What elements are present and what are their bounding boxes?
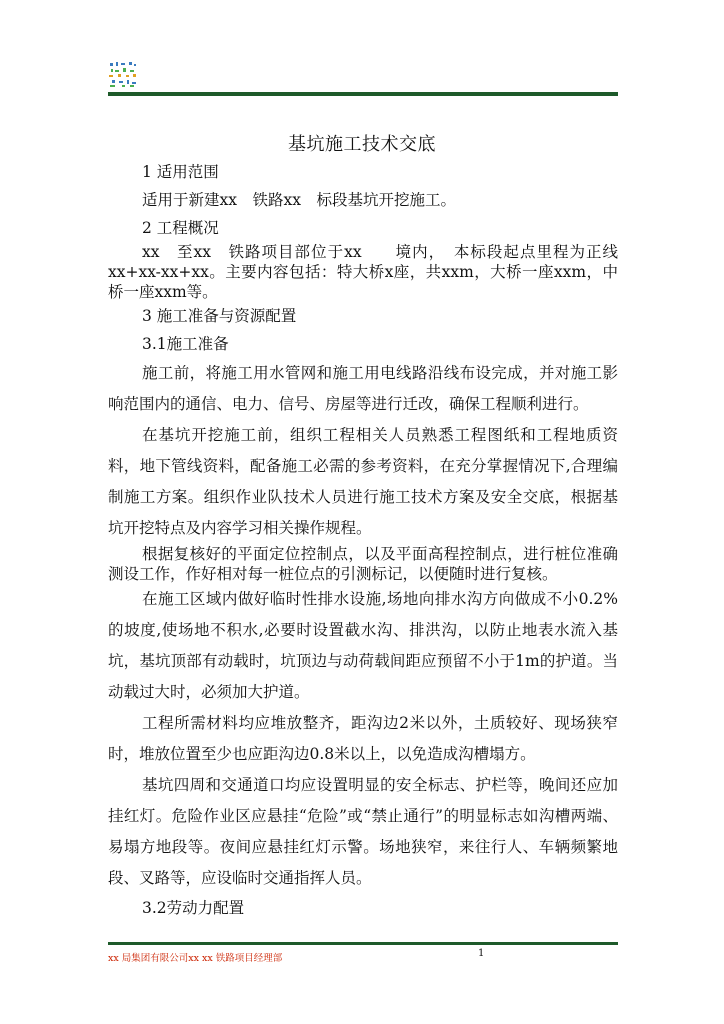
- paragraph: 3.1施工准备: [142, 335, 229, 353]
- paragraph: 基坑四周和交通道口均应设置明显的安全标志、护栏等，晚间还应加挂红灯。危险作业区应悬挂“危险”或“禁止通行”的明显标志如沟槽两端、易塌方地段等。夜间应悬挂红灯示警。场地狭窄，来往行人、车辆频繁地段、叉路等，应设临时交通指挥人员。: [108, 776, 618, 887]
- footer-company: xx 局集团有限公司xx xx 铁路项目经理部: [108, 953, 283, 964]
- paragraph: 1 适用范围: [142, 163, 219, 181]
- footer-rule: [108, 942, 618, 945]
- paragraph: 适用于新建xx 铁路xx 标段基坑开挖施工。: [142, 191, 456, 209]
- header-rule: [108, 92, 618, 96]
- document-title: 基坑施工技术交底: [288, 134, 436, 155]
- paragraph: 3 施工准备与资源配置: [142, 307, 297, 325]
- paragraph: 施工前，将施工用水管网和施工用电线路沿线布设完成，并对施工影响范围内的通信、电力、信号、房屋等进行迁改，确保工程顺利进行。: [108, 364, 618, 413]
- document-body: [108, 158, 618, 923]
- paragraph: 工程所需材料均应堆放整齐，距沟边2米以外，土质较好、现场狭窄时，堆放位置至少也应距沟边0.8米以上，以免造成沟槽塌方。: [108, 714, 618, 763]
- paragraph: 在基坑开挖施工前，组织工程相关人员熟悉工程图纸和工程地质资料，地下管线资料，配备施工必需的参考资料，在充分掌握情况下,合理编制施工方案。组织作业队技术人员进行施工技术方案及安全交底，根据基坑开挖特点及内容学习相关操作规程。: [108, 426, 618, 537]
- paragraph: 2 工程概况: [142, 219, 219, 237]
- page-number: 1: [478, 948, 485, 959]
- paragraph: 根据复核好的平面定位控制点，以及平面高程控制点，进行桩位准确测设工作，作好相对每一桩位点的引测标记，以便随时进行复核。: [108, 545, 618, 583]
- paragraph: xx 至xx 铁路项目部位于xx 境内， 本标段起点里程为正线xx+xx-xx+xx。主要内容包括：特大桥x座，共xxm，大桥一座xxm，中桥一座xxm等。: [108, 243, 618, 301]
- paragraph: 在施工区域内做好临时性排水设施,场地向排水沟方向做成不小0.2%的坡度,使场地不积水,必要时设置截水沟、排洪沟，以防止地表水流入基坑，基坑顶部有动载时，坑顶边与动荷载间距应预留不小于1m的护道。当动载过大时，必须加大护道。: [108, 590, 618, 701]
- paragraph: 3.2劳动力配置: [142, 899, 245, 917]
- company-logo-icon: [108, 60, 138, 88]
